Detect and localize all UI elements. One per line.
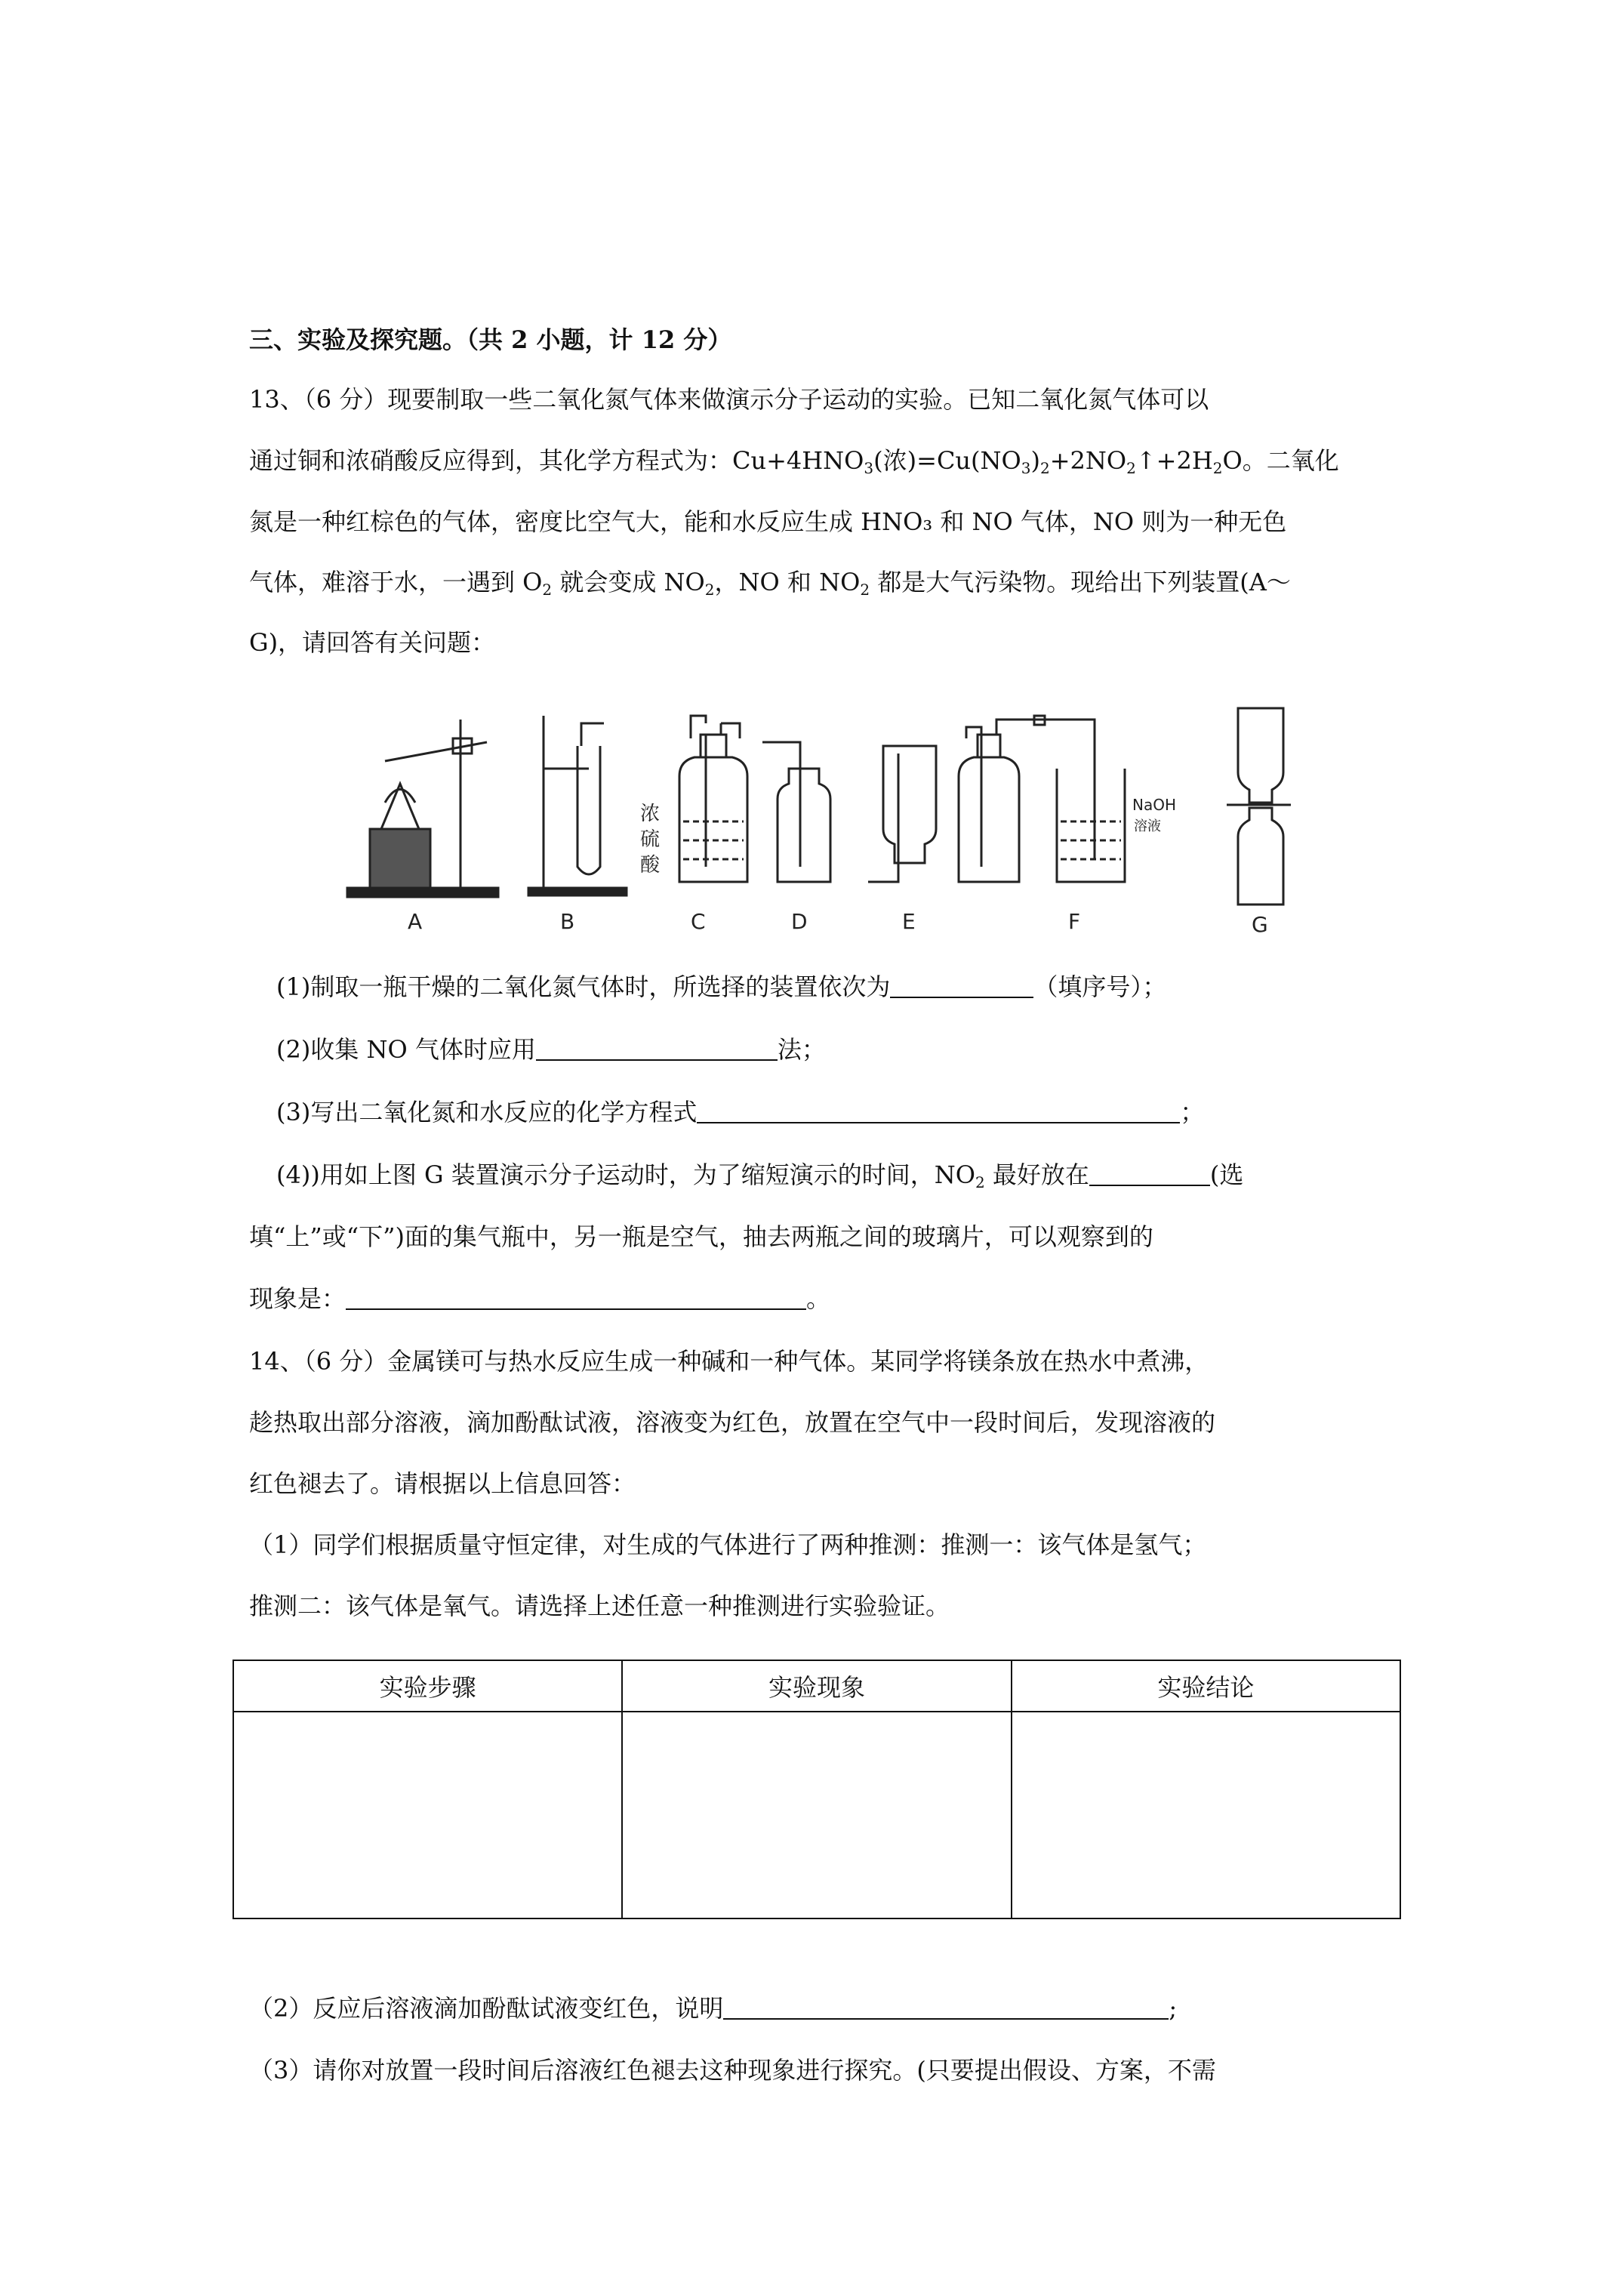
q13-part-2: (2)收集 NO 气体时应用 法； <box>276 1035 826 1064</box>
q13-part-4-line-3: 现象是： 。 <box>249 1284 831 1313</box>
fig-label-f: F <box>1068 909 1081 934</box>
q14-part-1-line-1: （1）同学们根据质量守恒定律，对生成的气体进行了两种推测：推测一：该气体是氢气； <box>249 1530 1207 1559</box>
section-title: 三、实验及探究题。（共 2 小题，计 12 分） <box>249 325 732 354</box>
q13-blank-3[interactable] <box>697 1098 1180 1123</box>
q14-line-2: 趁热取出部分溶液，滴加酚酞试液，溶液变为红色，放置在空气中一段时间后，发现溶液的 <box>249 1408 1216 1437</box>
apparatus-e <box>868 746 936 882</box>
apparatus-d <box>762 742 830 882</box>
table-header-conclusion: 实验结论 <box>1012 1660 1400 1712</box>
q14-line-3: 红色褪去了。请根据以上信息回答： <box>249 1469 636 1498</box>
table-cell-steps[interactable] <box>233 1712 622 1918</box>
q13-line-1: 13、（6 分）现要制取一些二氧化氮气体来做演示分子运动的实验。已知二氧化氮气体可以 <box>249 385 1209 414</box>
q13-part-4-line-2: 填“上”或“下”)面的集气瓶中，另一瓶是空气，抽去两瓶之间的玻璃片，可以观察到的 <box>249 1222 1153 1251</box>
q13-line-4: 气体，难溶于水，一遇到 $O_2$ 就会变成 $NO_2$，NO 和 $NO_2$ 都是大气污染物。现给出下列装置(A～ <box>249 568 1291 599</box>
fig-label-a: A <box>408 909 423 934</box>
apparatus-f <box>959 716 1125 882</box>
apparatus-g <box>1227 708 1291 905</box>
q13-line-2: 通过铜和浓硝酸反应得到，其化学方程式为：$Cu+4HNO_3$(浓)$=Cu(NO_3)_2+2NO_2↑+2H_2O$。二氧化 <box>249 446 1339 477</box>
q14-line-1: 14、（6 分）金属镁可与热水反应生成一种碱和一种气体。某同学将镁条放在热水中煮沸， <box>249 1347 1209 1376</box>
fig-label-d: D <box>791 909 808 934</box>
fig-label-solution: 溶液 <box>1134 818 1161 834</box>
table-header-phenomenon: 实验现象 <box>622 1660 1011 1712</box>
q13-line-3: 氮是一种红棕色的气体，密度比空气大，能和水反应生成 HNO₃ 和 NO 气体，NO 则为一种无色 <box>249 507 1287 536</box>
q14-part-2: （2）反应后溶液滴加酚酞试液变红色，说明 ; <box>249 1994 1178 2023</box>
q13-blank-4[interactable] <box>1089 1160 1210 1186</box>
apparatus-c <box>679 716 747 882</box>
q13-part-3: (3)写出二氧化氮和水反应的化学方程式 ； <box>276 1098 1205 1126</box>
fig-label-c-char-3: 酸 <box>640 854 661 877</box>
q13-blank-1[interactable] <box>890 972 1033 998</box>
table-row <box>233 1712 1400 1918</box>
apparatus-figure <box>340 693 1291 935</box>
apparatus-a <box>347 720 498 897</box>
fig-label-b: B <box>560 909 575 934</box>
q14-blank-1[interactable] <box>723 1994 1169 2020</box>
table-header-row <box>233 1660 1400 1712</box>
table-cell-conclusion[interactable] <box>1012 1712 1400 1918</box>
experiment-table <box>233 1660 1401 1919</box>
fig-label-e: E <box>902 909 916 934</box>
fig-label-c-char-2: 硫 <box>640 828 661 851</box>
q13-part-1: (1)制取一瓶干燥的二氧化氮气体时，所选择的装置依次为 （填序号）； <box>276 972 1167 1001</box>
table-header-steps: 实验步骤 <box>233 1660 622 1712</box>
q13-blank-2[interactable] <box>536 1035 778 1061</box>
fig-label-c-char-1: 浓 <box>640 803 661 825</box>
q14-part-1-line-2: 推测二：该气体是氧气。请选择上述任意一种推测进行实验验证。 <box>249 1592 950 1620</box>
table-cell-phenomenon[interactable] <box>622 1712 1011 1918</box>
q14-part-3: （3）请你对放置一段时间后溶液红色褪去这种现象进行探究。(只要提出假设、方案，不需 <box>249 2056 1216 2085</box>
fig-label-naoh: NaOH <box>1132 796 1176 814</box>
apparatus-b <box>528 716 627 895</box>
fig-label-g: G <box>1252 912 1268 935</box>
q13-blank-5[interactable] <box>346 1284 806 1310</box>
q13-part-4: (4))用如上图 G 装置演示分子运动时，为了缩短演示的时间，$NO_2$ 最好放在 (选 <box>276 1160 1244 1191</box>
q13-line-5: G)，请回答有关问题： <box>249 628 496 657</box>
fig-label-c: C <box>691 909 706 934</box>
